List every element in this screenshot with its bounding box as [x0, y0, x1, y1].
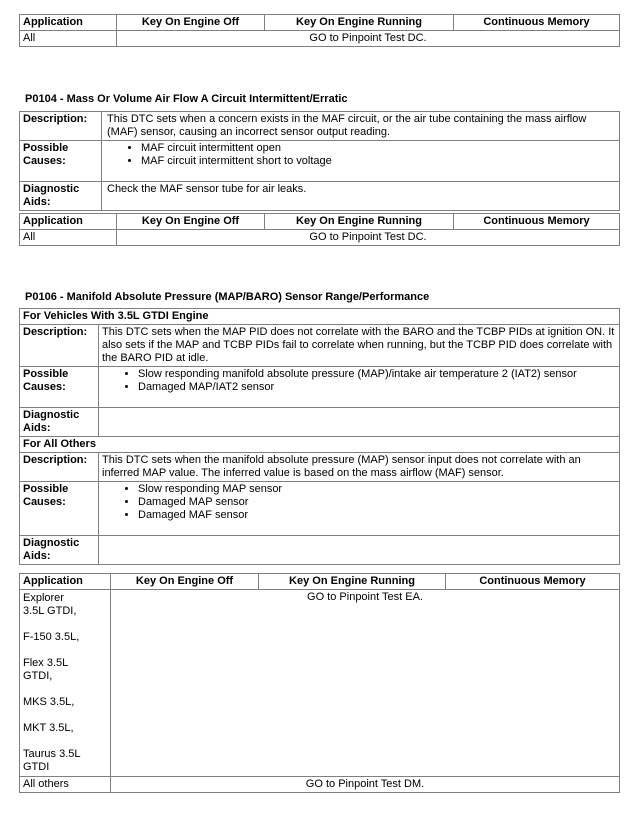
dtc-title-p0104: P0104 - Mass Or Volume Air Flow A Circuit Intermittent/Erratic — [25, 93, 348, 105]
description-text: This DTC sets when a concern exists in the MAF circuit, or the air tube containing the mass airflow (MAF) sensor, causing an incorrect sensor output reading. — [102, 112, 620, 141]
top-application-table — [19, 14, 620, 47]
p0104-application-table — [19, 213, 620, 246]
description-text: This DTC sets when the MAP PID does not correlate with the BARO and the TCBP PIDs at ignition ON. It also sets if the MAP and TCBP PIDs fail to correlate when running, but the TCBP PID does correlate with the BARO PID at idle. — [99, 325, 620, 367]
diagnostic-aids-label: Diagnostic Aids: — [20, 536, 99, 565]
vehicle-list — [20, 590, 111, 777]
header-cm: Continuous Memory — [454, 214, 620, 230]
possible-causes-list — [99, 367, 620, 408]
description-label: Description: — [20, 325, 99, 367]
header-koer: Key On Engine Running — [265, 214, 454, 230]
application-value: All — [20, 31, 117, 47]
header-cm: Continuous Memory — [454, 15, 620, 31]
description-label: Description: — [20, 453, 99, 482]
description-label: Description: — [20, 112, 102, 141]
possible-causes-label: Possible Causes: — [20, 367, 99, 408]
header-cm: Continuous Memory — [446, 574, 620, 590]
diagnostic-aids-text — [99, 408, 620, 437]
vehicle-item: Flex 3.5L GTDI, — [23, 657, 68, 682]
possible-causes-label: Possible Causes: — [20, 482, 99, 536]
header-koer: Key On Engine Running — [265, 15, 454, 31]
diagnostic-aids-label: Diagnostic Aids: — [20, 182, 102, 211]
cause-item: • Damaged MAP/IAT2 sensor — [138, 381, 616, 394]
vehicle-item: Explorer 3.5L GTDI, — [23, 592, 77, 617]
cause-item: • Slow responding manifold absolute pressure (MAP)/intake air temperature 2 (IAT2) sensor — [138, 368, 616, 381]
application-value: All — [20, 230, 117, 246]
header-koeo: Key On Engine Off — [111, 574, 259, 590]
diagnostic-aids-label: Diagnostic Aids: — [20, 408, 99, 437]
possible-causes-list — [99, 482, 620, 536]
header-application: Application — [20, 15, 117, 31]
pinpoint-test-link: GO to Pinpoint Test EA. — [111, 590, 620, 777]
description-text: This DTC sets when the manifold absolute pressure (MAP) sensor input does not correlate with an inferred MAP value. The inferred value is based on the mass airflow (MAF) sensor. — [99, 453, 620, 482]
header-application: Application — [20, 574, 111, 590]
cause-item: • Slow responding MAP sensor — [138, 483, 616, 496]
vehicle-item: F-150 3.5L, — [23, 631, 80, 643]
diagnostic-aids-text: Check the MAF sensor tube for air leaks. — [102, 182, 620, 211]
p0106-application-table — [19, 573, 620, 793]
dtc-title-p0106: P0106 - Manifold Absolute Pressure (MAP/BARO) Sensor Range/Performance — [25, 291, 430, 303]
cause-item: • Damaged MAF sensor — [138, 509, 616, 522]
pinpoint-test-link: GO to Pinpoint Test DC. — [117, 31, 620, 47]
vehicle-item: Taurus 3.5L GTDI — [23, 748, 81, 773]
vehicle-item: MKT 3.5L, — [23, 722, 74, 734]
p0104-table — [19, 111, 620, 211]
pinpoint-test-link: GO to Pinpoint Test DM. — [111, 777, 620, 793]
cause-item: • MAF circuit intermittent short to voltage — [141, 155, 616, 168]
pinpoint-test-link: GO to Pinpoint Test DC. — [117, 230, 620, 246]
header-koeo: Key On Engine Off — [117, 15, 265, 31]
application-value: All others — [20, 777, 111, 793]
header-koer: Key On Engine Running — [259, 574, 446, 590]
possible-causes-list — [102, 141, 620, 182]
cause-item: • Damaged MAP sensor — [138, 496, 616, 509]
header-application: Application — [20, 214, 117, 230]
cause-item: • MAF circuit intermittent open — [141, 142, 616, 155]
header-koeo: Key On Engine Off — [117, 214, 265, 230]
possible-causes-label: Possible Causes: — [20, 141, 102, 182]
diagnostic-aids-text — [99, 536, 620, 565]
p0106-table — [19, 308, 620, 565]
vehicle-item: MKS 3.5L, — [23, 696, 75, 708]
gtdi-heading: For Vehicles With 3.5L GTDI Engine — [20, 309, 620, 325]
others-heading: For All Others — [20, 437, 620, 453]
